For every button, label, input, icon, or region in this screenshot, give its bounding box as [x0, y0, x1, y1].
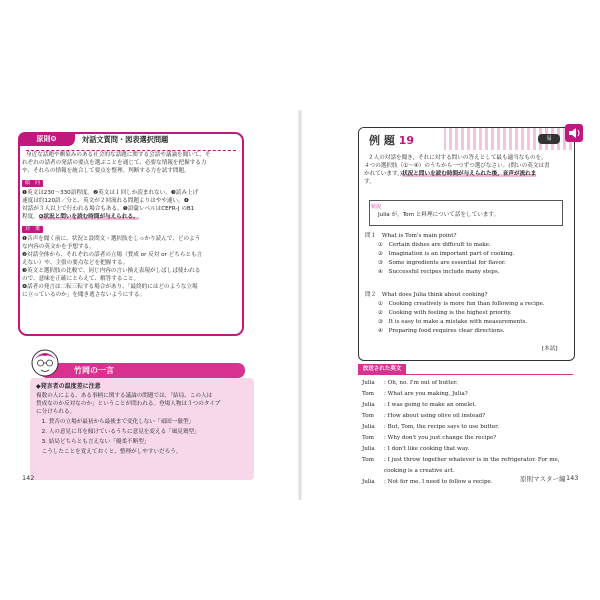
example-number: 19 [398, 134, 414, 147]
speaker: Julia [362, 446, 375, 452]
q1-option: ① Certain dishes are difficult to make. [378, 242, 491, 248]
q2-option: ② Cooking with feeling is the highest priority. [378, 310, 512, 316]
principle-divider [26, 150, 236, 151]
speaker: Julia [362, 479, 375, 485]
question-2 [365, 292, 488, 300]
question-1 [365, 233, 457, 241]
intro-line: 身近な話題や馴染みのある社会的な話題に関する会話や議論を聞いて、そ [26, 152, 211, 158]
instruction-highlight: 状況と問いを読む時間が与えられた後，音声が流れま [402, 171, 537, 177]
utterance: : Why don't you just change the recipe? [384, 435, 497, 441]
speaker: Tom [362, 435, 374, 441]
takeoka-line: 3. 結局どちらとも言えない「優柔不断型」 [36, 439, 150, 445]
transcript-line [362, 446, 469, 454]
q1-text: What is Tom's main point? [381, 233, 457, 239]
trend-line: ❶英文は230〜330語程度。❷英文は１回しか読まれない。❸読み上げ [22, 190, 199, 196]
instruction-line: ４つの選択肢（①〜④）のうちから一つずつ選びなさい。(問いの英文は書 [364, 163, 550, 169]
takeoka-title: 竹岡の一言 [74, 366, 114, 375]
takeoka-line: 1. 賛否の立場が最初から最後まで変化しない「頑固一徹型」 [36, 419, 195, 425]
measures-label-text: 対 策 [22, 226, 43, 233]
measure-line: ので、意味を正確にとらえて、解答すること。 [22, 276, 140, 282]
takeoka-line: こうしたことを覚えておくと、整理がしやすいだろう。 [36, 449, 182, 455]
example-title [369, 132, 414, 148]
measure-line: に立っているのか」を聞き逃さないようにする。 [22, 292, 146, 298]
speaker: Julia [362, 424, 375, 430]
instruction-line-3 [364, 171, 536, 179]
takeoka-line: 複数の人による、ある事柄に関する議論の問題では、「結局、この人は [36, 393, 213, 399]
transcript-line [362, 413, 485, 421]
utterance: : But, Tom, the recipe says to use butter. [384, 424, 500, 430]
difficulty-badge: 易 [538, 134, 560, 144]
source-note: [本試] [542, 346, 558, 352]
measure-line: ❶音声を聞く前に、状況と設問文・選択肢をしっかり読んで、どのよう [22, 236, 201, 242]
right-page-number: 143 [566, 474, 579, 482]
q2-option: ④ Preparing food requires clear directions. [378, 328, 505, 334]
left-page-number: 142 [22, 474, 35, 482]
q2-label: 問２ [365, 292, 377, 298]
measure-line: な内容の英文かを予想する。 [22, 244, 95, 250]
trend-line-last [22, 214, 139, 222]
q1-option: ④ Successful recipes include many steps. [378, 269, 500, 275]
instruction-line: ２人の対話を聞き，それに対する問いの答えとして最も適当なものを， [368, 155, 547, 161]
takeoka-title-bar [40, 363, 245, 378]
principle-title: 対話文質問・図表選択問題 [82, 135, 169, 144]
intro-line: れぞれの話者の発話の要点を選ぶことを通じて、必要な情報を把握する力 [22, 160, 207, 166]
example-label: 例 題 [369, 134, 395, 147]
transcript-line [362, 380, 458, 388]
measure-line: ❷対話全体から、それぞれの話者の立場（賛成 or 反対 or どちらとも言 [22, 252, 203, 258]
q1-label: 問１ [365, 233, 377, 239]
takeoka-heading: ◆発言者の温度差に注意 [36, 383, 101, 390]
footer-title: 原則マスター編 [520, 475, 566, 483]
utterance: : What are you making, Julia? [384, 391, 468, 397]
q2-option: ③ It is easy to make a mistake with measurements. [378, 319, 528, 325]
trend-label [22, 180, 43, 188]
utterance: : I was going to make an omelet. [384, 402, 477, 408]
utterance: : I don't like cooking that way. [384, 446, 470, 452]
q2-text: What does Julia think about cooking? [381, 292, 488, 298]
principle-tab: 原則❽ [18, 132, 75, 146]
situation-text: Julia が，Tom と料理について話をしています。 [378, 212, 500, 218]
transcript-tab: 放送された英文 [358, 364, 406, 374]
trend-line: 速度は約120語／分と、英文が２回流れる問題よりはやや速い。❹ [22, 198, 189, 204]
utterance: cooking is a creative act. [384, 468, 455, 474]
speaker: Tom [362, 413, 374, 419]
trend-line: 程度。 [22, 214, 39, 220]
speaker: Tom [362, 391, 374, 397]
measures-label [22, 226, 43, 234]
transcript-line [362, 457, 560, 465]
measure-line: ❸英文と選択肢の比較で、同じ内容の言い換え表現がしばしば使われる [22, 268, 201, 274]
intro-line: や、それらの情報を統合して要点を整理、判断する力を試す問題。 [22, 168, 190, 174]
takeoka-line: 賛成なのか反対なのか」ということが問われる。登場人物は３つのタイプ [36, 401, 221, 407]
transcript-line [362, 479, 493, 487]
takeoka-line: に分けられる。 [36, 409, 76, 415]
trend-line: 対話が３人以上で行われる場合もある。❺語彙レベルはCEFR-J のB1 [22, 206, 195, 212]
utterance: : I just throw together whatever is in the refrigerator. For me, [384, 457, 560, 463]
utterance: : How about using olive oil instead? [384, 413, 486, 419]
situation-label: 状況 [371, 204, 382, 210]
q1-option: ② Imagination is an important part of cooking. [378, 251, 515, 257]
transcript-line [362, 424, 499, 432]
transcript-line [362, 402, 476, 410]
speaker: Julia [362, 380, 375, 386]
speaker: Julia [362, 402, 375, 408]
trend-label-text: 傾 向 [22, 180, 43, 187]
transcript-line [384, 468, 455, 476]
utterance: : Oh, no. I'm out of butter. [384, 380, 458, 386]
trend-highlight: ❻状況と問いを読む時間が与えられる。 [38, 214, 139, 220]
utterance: : Not for me. I need to follow a recipe. [384, 479, 493, 485]
transcript-line [362, 391, 468, 399]
audio-speaker-icon [563, 122, 585, 144]
teacher-avatar-icon [30, 348, 60, 380]
instruction-line: かれています。) [364, 171, 403, 177]
instruction-tail: す。 [364, 179, 375, 185]
transcript-line [362, 435, 496, 443]
q1-option: ③ Some ingredients are essential for flavor. [378, 260, 506, 266]
measure-line: ❹話者の発言は二転三転する場合があり、「最終的にはどのような立場 [22, 284, 198, 290]
measure-line: えない）や、主張の要点などを把握する。 [22, 260, 129, 266]
speaker: Tom [362, 457, 374, 463]
takeoka-line: 2. 人の意見に耳を傾けているうちに意見を変える「風見鶏型」 [36, 429, 200, 435]
transcript-divider [358, 374, 573, 375]
q2-option: ① Cooking creatively is more fun than following a recipe. [378, 301, 545, 307]
